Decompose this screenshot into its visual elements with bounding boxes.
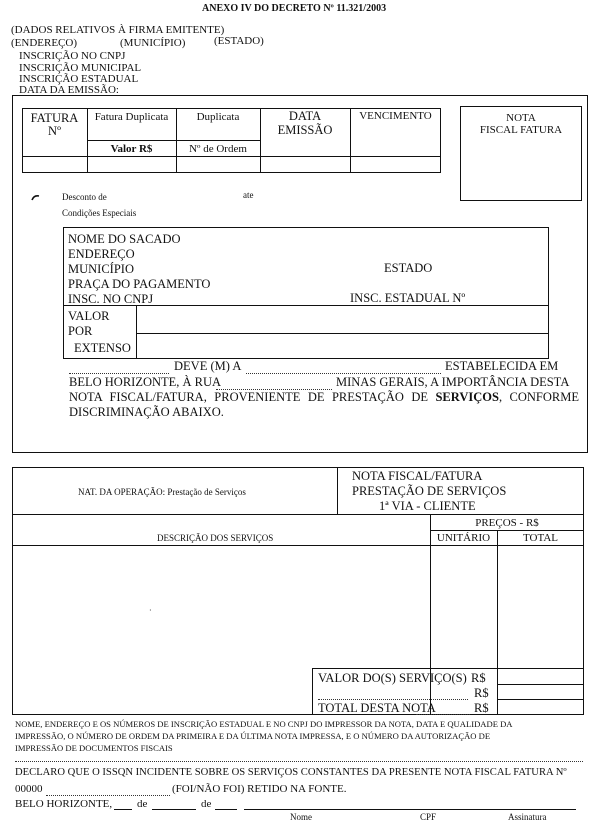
payment-place-label: PRAÇA DO PAGAMENTO	[68, 277, 211, 291]
sacado-name-label: NOME DO SACADO	[68, 232, 181, 246]
signature-label: Assinatura	[508, 812, 547, 822]
issuer-address-label: (ENDEREÇO)	[11, 37, 77, 49]
bh-street-label: BELO HORIZONTE, À RUA	[69, 375, 222, 389]
discount-label: Desconto de	[62, 192, 107, 202]
issqn-retained-label: (FOI/NÃO FOI) RETIDO NA FONTE.	[172, 783, 347, 795]
nota-box-line2: FISCAL FATURA	[479, 124, 563, 136]
issuer-city-label: (MUNICÍPIO)	[120, 37, 186, 49]
hook-mark-icon	[31, 194, 41, 202]
service-value-label: VALOR DO(S) SERVIÇO(S)	[318, 671, 467, 685]
printer-note-line1: NOME, ENDEREÇO E OS NÚMEROS DE INSCRIÇÃO ESTADUAL E NO CNPJ DO IMPRESSOR DA NOTA, DATA E QUALIDADE DA	[15, 719, 513, 729]
printer-note-line3: IMPRESSÃO DE DOCUMENTOS FISCAIS	[15, 743, 173, 753]
prices-header: PREÇOS - R$	[475, 517, 539, 529]
declaration-services-word: SERVIÇOS	[435, 390, 499, 404]
signature-cpf-label: CPF	[420, 812, 437, 822]
nota-box-line1: NOTA	[506, 112, 536, 124]
signature-name-label: Nome	[290, 812, 312, 822]
minas-gerais-label: MINAS GERAIS, A IMPORTÂNCIA DESTA	[336, 375, 570, 389]
unit-price-header: UNITÁRIO	[436, 532, 491, 544]
speck-mark: ·	[149, 606, 152, 615]
sacado-cnpj-label: INSC. NO CNPJ	[68, 292, 154, 306]
issuer-data-label: (DADOS RELATIVOS À FIRMA EMITENTE)	[11, 24, 225, 36]
declaration-conforme-text: , CONFORME	[498, 390, 579, 404]
total-price-header: TOTAL	[523, 532, 558, 544]
operation-nature-label: NAT. DA OPERAÇÃO:	[78, 487, 166, 497]
operation-nature-value: Prestação de Serviços	[167, 487, 246, 497]
discount-until-label: ate	[243, 190, 254, 200]
date-header: DATA	[288, 109, 322, 123]
printer-note-line2: IMPRESSÃO, O NÚMERO DE ORDEM DA PRIMEIRA E DA ÚLTIMA NOTA IMPRESSA, E O NÚMERO DA AUTORIZAÇÃO DE	[15, 731, 491, 741]
fatura-header: FATURA	[30, 111, 79, 125]
issue-date-label: DATA DA EMISSÃO:	[19, 84, 119, 96]
fatura-duplicata-header: Fatura Duplicata	[94, 111, 169, 123]
sacado-state-label: ESTADO	[384, 261, 433, 275]
valor-header: Valor R$	[110, 143, 153, 155]
emission-header: EMISSÃO	[277, 123, 333, 137]
issuer-municipal-label: INSCRIÇÃO MUNICIPAL	[19, 62, 142, 74]
declaration-line3	[69, 390, 579, 405]
issqn-declaration-line: DECLARO QUE O ISSQN INCIDENTE SOBRE OS SERVIÇOS CONSTANTES DA PRESENTE NOTA FISCAL FATURA Nº	[15, 767, 567, 778]
special-conditions-label: Condições Especiais	[62, 208, 137, 218]
issuer-state-label: (ESTADO)	[214, 35, 264, 47]
established-label: ESTABELECIDA EM	[445, 359, 559, 373]
value-extenso-label: EXTENSO	[74, 341, 131, 355]
document-title: ANEXO IV DO DECRETO Nº 11.321/2003	[202, 3, 387, 14]
sacado-city-label: MUNICÍPIO	[68, 262, 134, 276]
order-number-header: Nº de Ordem	[189, 143, 247, 155]
bh-date-label: BELO HORIZONTE,	[15, 798, 113, 810]
date-de-label-2: de	[201, 798, 212, 810]
service-value-currency: R$	[471, 671, 486, 685]
value-por-label: POR	[68, 324, 93, 338]
date-de-label-1: de	[137, 798, 148, 810]
total-note-currency: R$	[474, 701, 489, 715]
nota-title-line3: 1ª VIA - CLIENTE	[379, 499, 476, 513]
operation-nature-line	[78, 487, 246, 497]
issuer-cnpj-label: INSCRIÇÃO NO CNPJ	[19, 50, 126, 62]
sacado-state-registration-label: INSC. ESTADUAL Nº	[350, 291, 466, 305]
nota-title-line1: NOTA FISCAL/FATURA	[352, 469, 483, 483]
declaration-line3-text: NOTA FISCAL/FATURA, PROVENIENTE DE PRESTAÇÃO DE	[69, 390, 429, 404]
extra-value-currency: R$	[474, 686, 489, 700]
nota-title-line2: PRESTAÇÃO DE SERVIÇOS	[352, 484, 507, 498]
issqn-note-number: 00000	[15, 783, 43, 795]
due-date-header: VENCIMENTO	[359, 110, 432, 122]
total-note-label: TOTAL DESTA NOTA	[318, 701, 436, 715]
deve-label: DEVE (M) A	[174, 359, 242, 373]
services-description-header: DESCRIÇÃO DOS SERVIÇOS	[157, 533, 274, 543]
declaration-line4: DISCRIMINAÇÃO ABAIXO.	[69, 405, 224, 419]
sacado-address-label: ENDEREÇO	[68, 247, 135, 261]
issuer-estadual-label: INSCRIÇÃO ESTADUAL	[19, 73, 139, 85]
duplicata-header: Duplicata	[196, 111, 240, 123]
services-box	[12, 467, 584, 715]
fatura-number-header: Nº	[48, 124, 61, 138]
value-label: VALOR	[68, 309, 110, 323]
